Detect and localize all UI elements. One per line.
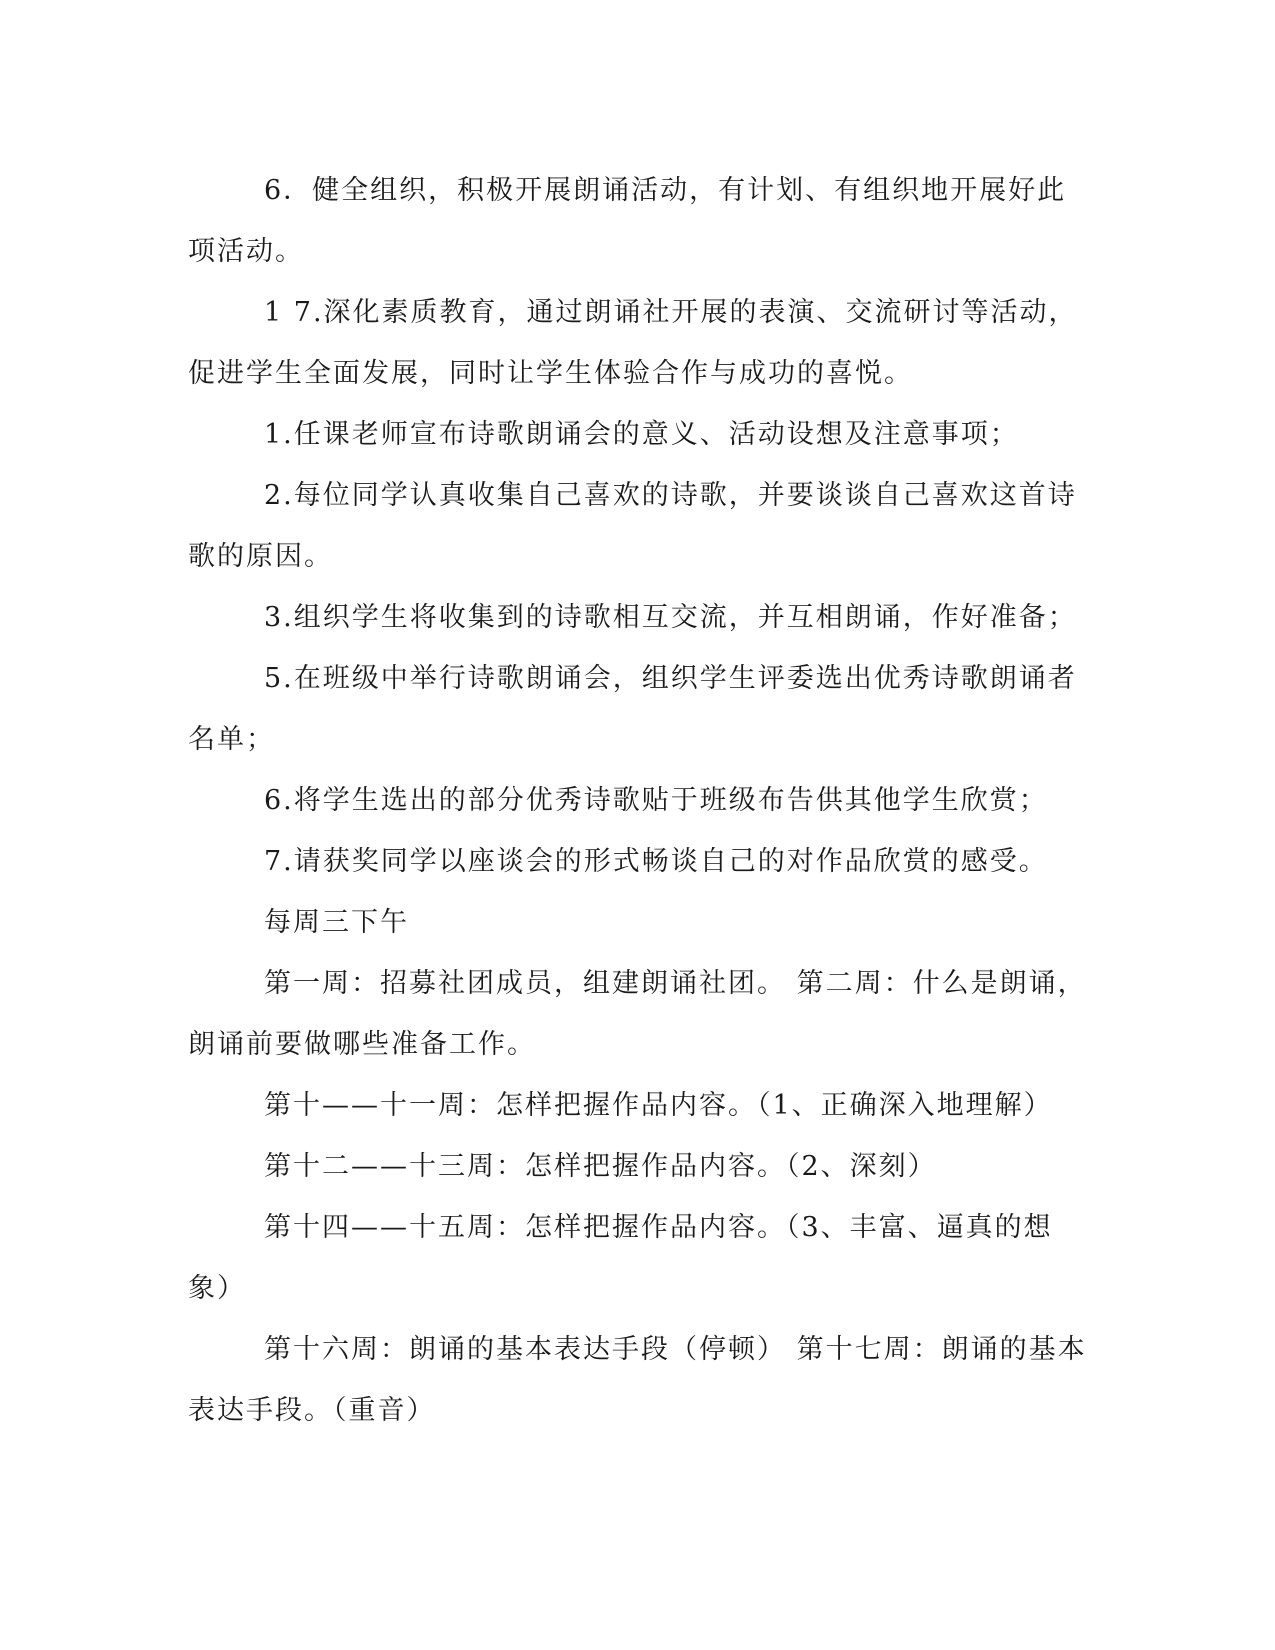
paragraph-step-1: 1.任课老师宣布诗歌朗诵会的意义、活动设想及注意事项； [264,419,1019,450]
paragraph-week-12-13: 第十二——十三周：怎样把握作品内容。（2、深刻） [264,1151,937,1182]
paragraph-org: 6．健全组织，积极开展朗诵活动，有计划、有组织地开展好此项活动。 [188,175,1067,267]
paragraph-schedule-time: 每周三下午 [264,907,409,938]
paragraph-step-5: 5.在班级中举行诗歌朗诵会，组织学生评委选出优秀诗歌朗诵者名单； [188,663,1077,755]
paragraph-week-16-17: 第十六周：朗诵的基本表达手段（停顿） 第十七周：朗诵的基本表达手段。（重音） [188,1334,1087,1426]
paragraph-step-6: 6.将学生选出的部分优秀诗歌贴于班级布告供其他学生欣赏； [264,785,1048,816]
document-body [188,160,1088,1441]
paragraph-step-2: 2.每位同学认真收集自己喜欢的诗歌，并要谈谈自己喜欢这首诗歌的原因。 [188,480,1077,572]
paragraph-quality-education: 1 7.深化素质教育，通过朗诵社开展的表演、交流研讨等活动，促进学生全面发展，同时让学生体验合作与成功的喜悦。 [188,297,1078,389]
paragraph-week-10-11: 第十——十一周：怎样把握作品内容。（1、正确深入地理解） [264,1090,1053,1121]
paragraph-week-1-2: 第一周：招募社团成员，组建朗诵社团。 第二周：什么是朗诵，朗诵前要做哪些准备工作。 [188,968,1087,1060]
paragraph-step-7: 7.请获奖同学以座谈会的形式畅谈自己的对作品欣赏的感受。 [264,846,1048,877]
paragraph-week-14-15: 第十四——十五周：怎样把握作品内容。（3、丰富、逼真的想象） [188,1212,1053,1304]
paragraph-step-3: 3.组织学生将收集到的诗歌相互交流，并互相朗诵，作好准备； [264,602,1077,633]
